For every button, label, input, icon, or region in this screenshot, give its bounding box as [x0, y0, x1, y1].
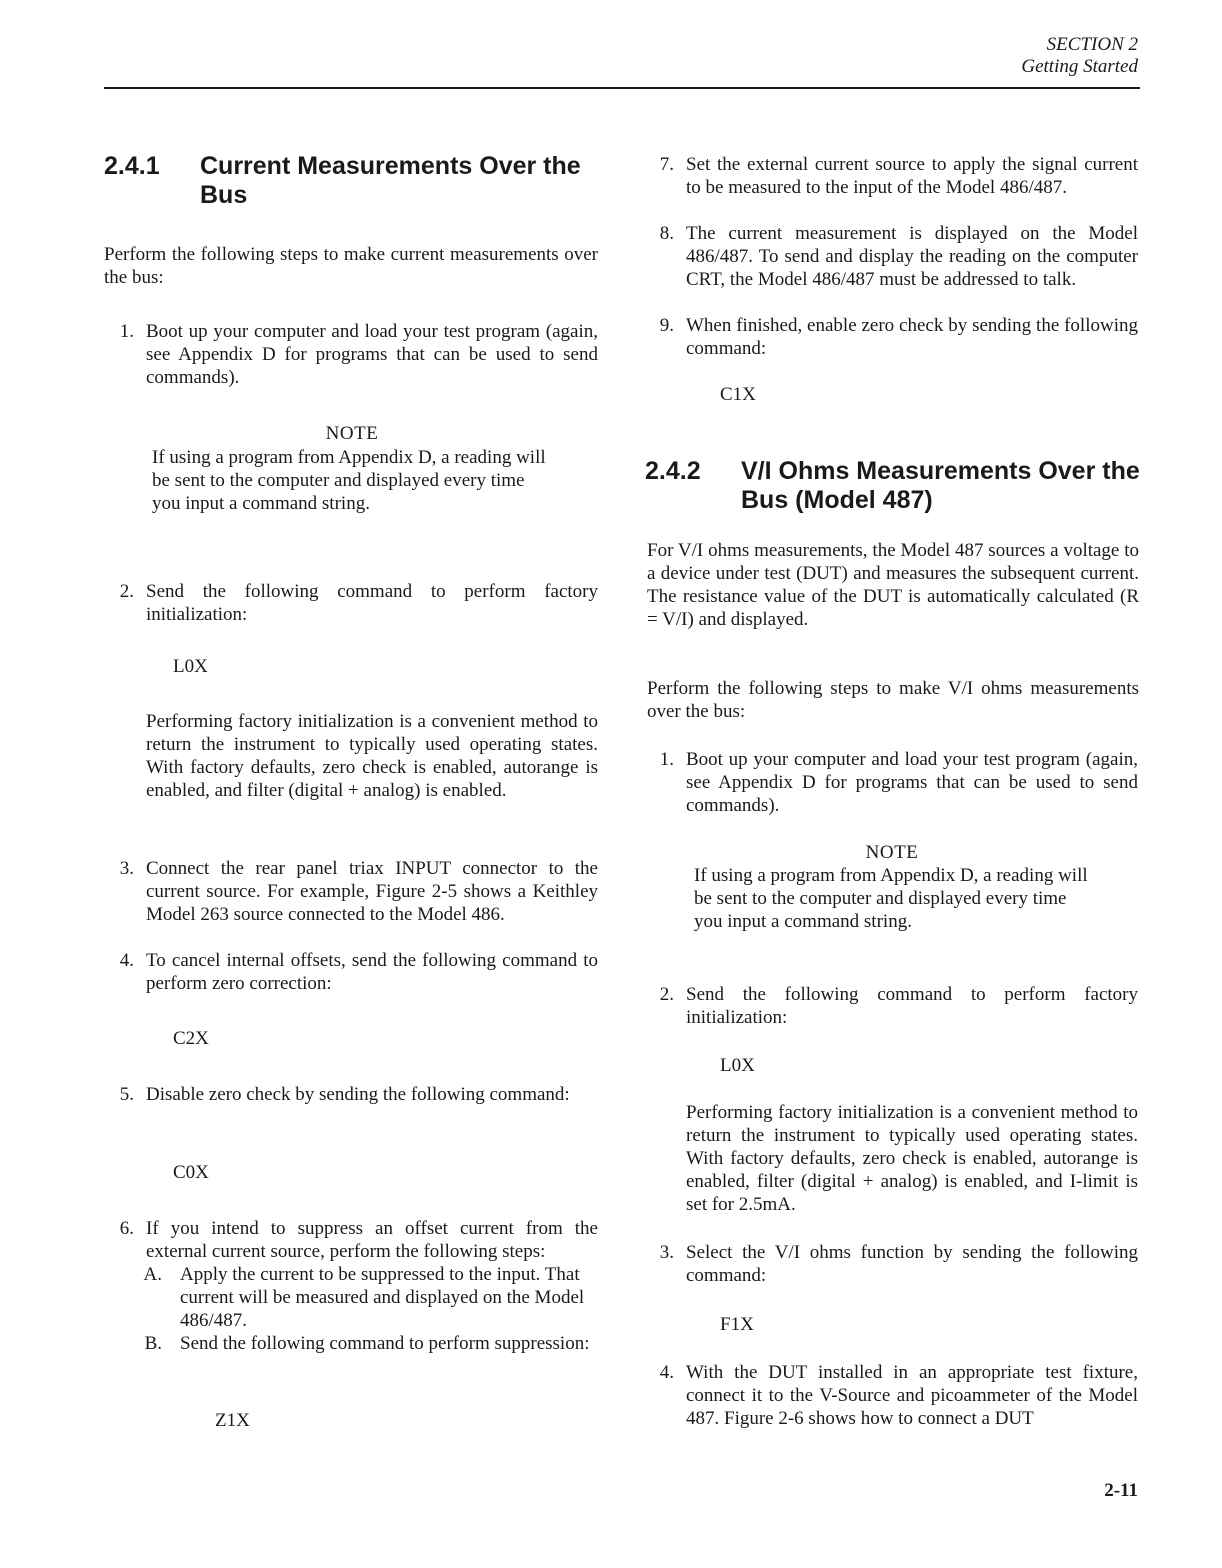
step-text: Boot up your computer and load your test program (again, see Appendix D for programs that can be used to send commands).: [686, 749, 1138, 816]
step-number: 8.: [659, 223, 674, 244]
step-number: 7.: [659, 154, 674, 175]
command-code: C0X: [173, 1162, 209, 1183]
page-number: 2-11: [1104, 1480, 1138, 1501]
step-text: Boot up your computer and load your test program (again, see Appendix D for programs that can be used to send commands).: [146, 321, 598, 388]
step-text: Disable zero check by sending the following command:: [146, 1084, 570, 1105]
command-code: C2X: [173, 1028, 209, 1049]
step-text: To cancel internal offsets, send the following command to perform zero correction:: [146, 950, 598, 994]
step-number: 5.: [119, 1084, 134, 1105]
step-text: The current measurement is displayed on the Model 486/487. To send and display the reading on the computer CRT, the Model 486/487 must be addressed to talk.: [686, 223, 1138, 290]
step-number: 4.: [119, 950, 134, 971]
right-intro: Perform the following steps to make V/I ohms measurements over the bus:: [647, 678, 1139, 722]
right-intro: For V/I ohms measurements, the Model 487 sources a voltage to a device under test (DUT) and measures the subsequent current. The resistance value of the DUT is automatically calculated (R = V/I) and displayed.: [647, 540, 1139, 630]
note-title: NOTE: [325, 423, 379, 444]
step-number: 1.: [659, 749, 674, 770]
step-text: If you intend to suppress an offset current from the external current source, perform the following steps:: [146, 1218, 598, 1262]
command-code: Z1X: [215, 1410, 250, 1431]
step-text: When finished, enable zero check by sending the following command:: [686, 315, 1138, 359]
section-title-2-4-2: [741, 457, 1141, 515]
step-text: Select the V/I ohms function by sending the following command:: [686, 1242, 1138, 1286]
command-code: L0X: [720, 1055, 755, 1076]
command-code: C1X: [720, 384, 756, 405]
note-text: If using a program from Appendix D, a reading will be sent to the computer and displayed every time you input a command string.: [152, 447, 546, 514]
command-code: L0X: [173, 656, 208, 677]
note-text: If using a program from Appendix D, a reading will be sent to the computer and displayed every time you input a command string.: [694, 865, 1088, 932]
substep-text: Send the following command to perform suppression:: [180, 1333, 590, 1354]
section-title-line: Bus (Model 487): [741, 486, 933, 514]
running-header: [1021, 34, 1138, 78]
chapter-label: Getting Started: [1021, 56, 1138, 77]
section-title-line: Bus: [200, 181, 248, 209]
step-text: Send the following command to perform factory initialization:: [686, 984, 1138, 1028]
section-title-line: Current Measurements Over the: [200, 152, 581, 180]
step-number: 4.: [659, 1362, 674, 1383]
step-number: 9.: [659, 315, 674, 336]
step-text: Send the following command to perform factory initialization:: [146, 581, 598, 625]
step-number: 6.: [119, 1218, 134, 1239]
step-text: With the DUT installed in an appropriate test fixture, connect it to the V-Source and picoammeter of the Model 487. Figure 2-6 shows how to connect a DUT: [686, 1362, 1138, 1429]
step-text: Connect the rear panel triax INPUT connector to the current source. For example, Figure 2-5 shows a Keithley Model 263 source connected to the Model 486.: [146, 858, 598, 925]
left-intro: Perform the following steps to make current measurements over the bus:: [104, 244, 598, 288]
note-title: NOTE: [865, 842, 919, 863]
step-followup: Performing factory initialization is a convenient method to return the instrument to typically used operating states. With factory defaults, zero check is enabled, autorange is enabled, filter (digital + analog) is enabled, and I-limit is set for 2.5mA.: [686, 1102, 1138, 1215]
section-number-2-4-2: 2.4.2: [645, 457, 701, 485]
substep-letter: B.: [144, 1333, 162, 1354]
substep-text: Apply the current to be suppressed to the input. That current will be measured and displayed on the Model 486/487.: [180, 1264, 585, 1331]
step-number: 2.: [119, 581, 134, 602]
section-number-2-4-1: 2.4.1: [104, 152, 160, 180]
step-number: 3.: [119, 858, 134, 879]
section-title-line: V/I Ohms Measurements Over the: [741, 457, 1140, 485]
header-rule: [104, 87, 1140, 89]
command-code: F1X: [720, 1314, 754, 1335]
section-label: SECTION 2: [1046, 34, 1138, 55]
section-title-2-4-1: [200, 152, 600, 210]
step-number: 3.: [659, 1242, 674, 1263]
step-number: 2.: [659, 984, 674, 1005]
step-number: 1.: [119, 321, 134, 342]
step-text: Set the external current source to apply the signal current to be measured to the input of the Model 486/487.: [686, 154, 1138, 198]
step-followup: Performing factory initialization is a convenient method to return the instrument to typically used operating states. With factory defaults, zero check is enabled, autorange is enabled, and filter (digital + analog) is enabled.: [146, 711, 598, 801]
substep-letter: A.: [143, 1264, 162, 1285]
